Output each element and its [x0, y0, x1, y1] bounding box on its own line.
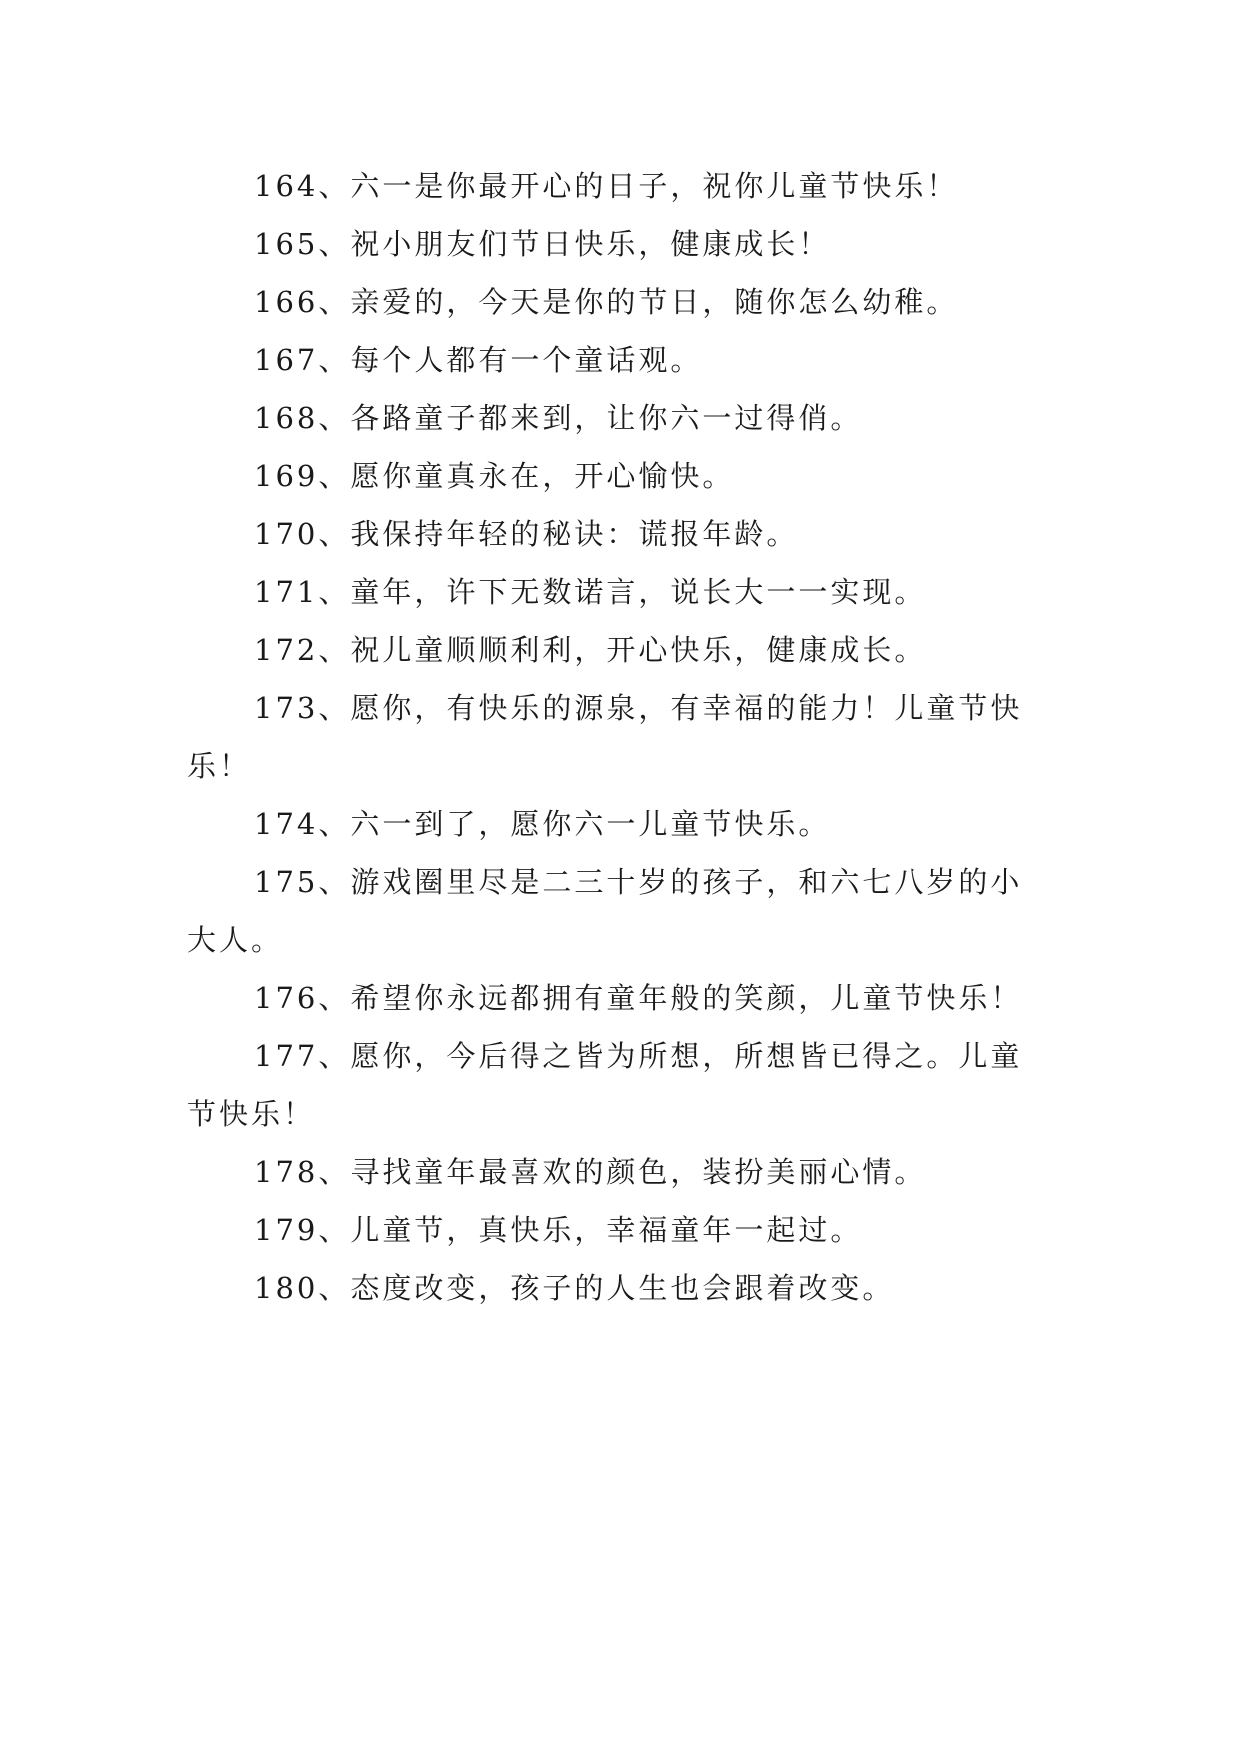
paragraph-178: 178、寻找童年最喜欢的颜色，装扮美丽心情。: [254, 1155, 927, 1189]
paragraph-171: 171、童年，许下无数诺言，说长大一一实现。: [254, 575, 927, 609]
paragraph-166: 166、亲爱的，今天是你的节日，随你怎么幼稚。: [254, 285, 959, 319]
paragraph-173: 173、愿你，有快乐的源泉，有幸福的能力！儿童节快乐！: [187, 691, 1023, 783]
paragraph-165: 165、祝小朋友们节日快乐，健康成长！: [254, 227, 831, 261]
paragraph-179: 179、儿童节，真快乐，幸福童年一起过。: [254, 1213, 863, 1247]
paragraph-180: 180、态度改变，孩子的人生也会跟着改变。: [254, 1271, 895, 1305]
paragraph-172: 172、祝儿童顺顺利利，开心快乐，健康成长。: [254, 633, 927, 667]
paragraph-175: 175、游戏圈里尽是二三十岁的孩子，和六七八岁的小大人。: [187, 865, 1023, 957]
document-body: [187, 157, 1052, 1317]
paragraph-168: 168、各路童子都来到，让你六一过得俏。: [254, 401, 863, 435]
paragraph-170: 170、我保持年轻的秘诀：谎报年龄。: [254, 517, 799, 551]
paragraph-177: 177、愿你，今后得之皆为所想，所想皆已得之。儿童节快乐！: [187, 1039, 1023, 1131]
paragraph-174: 174、六一到了，愿你六一儿童节快乐。: [254, 807, 831, 841]
paragraph-169: 169、愿你童真永在，开心愉快。: [254, 459, 735, 493]
paragraph-176: 176、希望你永远都拥有童年般的笑颜，儿童节快乐！: [254, 981, 1023, 1015]
paragraph-167: 167、每个人都有一个童话观。: [254, 343, 703, 377]
paragraph-164: 164、六一是你最开心的日子，祝你儿童节快乐！: [254, 169, 959, 203]
